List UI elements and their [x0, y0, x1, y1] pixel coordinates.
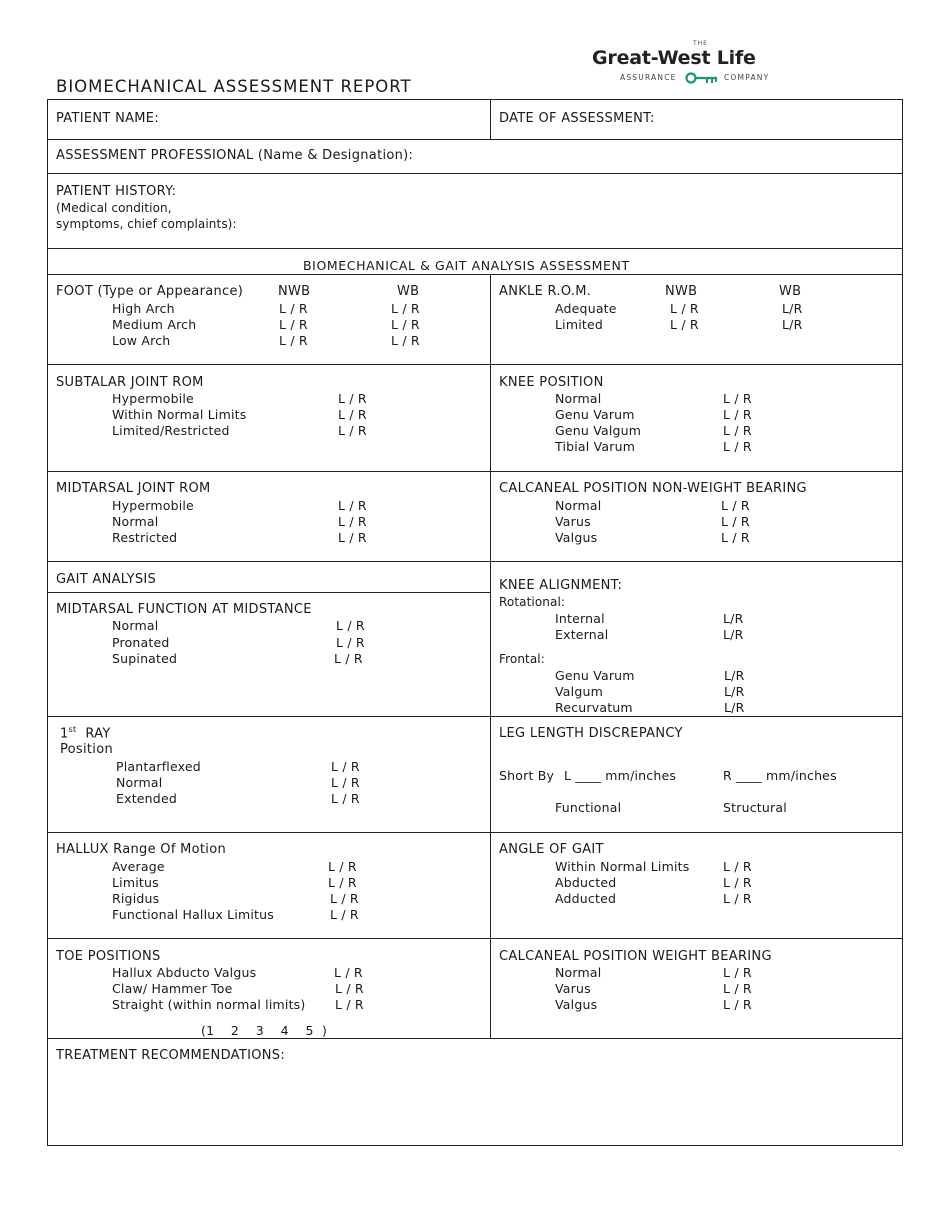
divider: [47, 832, 903, 833]
angle-of-gait-item-value: L / R: [723, 875, 752, 890]
ankle-col-nwb: NWB: [665, 284, 698, 299]
calcaneal-nwb-item-value: L / R: [721, 514, 750, 529]
divider: [47, 173, 903, 174]
subtalar-item-label: Limited/Restricted: [112, 423, 230, 438]
divider: [47, 561, 903, 562]
toe-positions-item-label: Straight (within normal limits): [112, 997, 306, 1012]
subtalar-item-label: Within Normal Limits: [112, 407, 247, 422]
toe-positions-item-label: Hallux Abducto Valgus: [112, 965, 257, 980]
divider: [47, 364, 903, 365]
foot-item-label: High Arch: [112, 301, 175, 316]
foot-item-nwb: L / R: [279, 317, 308, 332]
foot-item-nwb: L / R: [279, 301, 308, 316]
foot-item-label: Low Arch: [112, 333, 171, 348]
toe-positions-title: TOE POSITIONS: [56, 949, 161, 964]
calcaneal-nwb-item-value: L / R: [721, 498, 750, 513]
toe-positions-item-value: L / R: [335, 997, 364, 1012]
ankle-item-nwb: L / R: [670, 317, 699, 332]
knee-position-title: KNEE POSITION: [499, 375, 604, 390]
calcaneal-wb-title: CALCANEAL POSITION WEIGHT BEARING: [499, 949, 772, 964]
divider: [47, 139, 903, 140]
foot-item-label: Medium Arch: [112, 317, 197, 332]
ankle-item-label: Adequate: [555, 301, 617, 316]
knee-alignment-item-value: L/R: [723, 627, 744, 642]
first-ray-word: RAY: [85, 726, 111, 742]
midtarsal-function-item-value: L / R: [334, 651, 363, 666]
ankle-title: ANKLE R.O.M.: [499, 284, 592, 299]
gait-analysis-title: GAIT ANALYSIS: [56, 572, 157, 587]
toe-positions-item-label: Claw/ Hammer Toe: [112, 981, 233, 996]
angle-of-gait-item-label: Adducted: [555, 891, 617, 906]
toe-positions-item-value: L / R: [334, 965, 363, 980]
midtarsal-rom-item-value: L / R: [338, 498, 367, 513]
divider: [47, 592, 490, 593]
knee-position-item-label: Tibial Varum: [555, 439, 636, 454]
logo-the: THE: [693, 40, 708, 47]
calcaneal-wb-item-label: Varus: [555, 981, 591, 996]
first-ray-item-label: Extended: [116, 791, 177, 806]
knee-alignment-rotational: Rotational:: [499, 595, 566, 609]
logo-name: Great-West Life: [592, 47, 756, 69]
calcaneal-wb-item-value: L / R: [723, 981, 752, 996]
key-icon: [685, 71, 719, 85]
first-ray-position: Position: [60, 742, 114, 757]
foot-col-wb: WB: [397, 284, 420, 299]
divider: [490, 99, 491, 139]
subtalar-item-value: L / R: [338, 407, 367, 422]
hallux-item-value: L / R: [330, 907, 359, 922]
midtarsal-function-item-label: Normal: [112, 618, 159, 633]
angle-of-gait-item-value: L / R: [723, 859, 752, 874]
midtarsal-rom-item-value: L / R: [338, 530, 367, 545]
knee-position-item-value: L / R: [723, 423, 752, 438]
foot-col-nwb: NWB: [278, 284, 311, 299]
first-ray-item-value: L / R: [331, 775, 360, 790]
patient-history-label: PATIENT HISTORY:: [56, 184, 177, 199]
hallux-item-label: Rigidus: [112, 891, 160, 906]
midtarsal-function-item-value: L / R: [336, 618, 365, 633]
leg-length-right: R ____ mm/inches: [723, 768, 837, 783]
knee-alignment-item-value: L/R: [724, 684, 745, 699]
foot-title: FOOT (Type or Appearance): [56, 284, 244, 299]
leg-length-short-by: Short By: [499, 768, 555, 783]
section-title: BIOMECHANICAL & GAIT ANALYSIS ASSESSMENT: [303, 258, 630, 273]
foot-item-wb: L / R: [391, 333, 420, 348]
calcaneal-nwb-title: CALCANEAL POSITION NON-WEIGHT BEARING: [499, 481, 807, 496]
calcaneal-wb-item-value: L / R: [723, 965, 752, 980]
calcaneal-wb-item-label: Valgus: [555, 997, 598, 1012]
ankle-item-wb: L/R: [782, 301, 803, 316]
knee-alignment-item-label: Internal: [555, 611, 605, 626]
report-title: BIOMECHANICAL ASSESSMENT REPORT: [56, 77, 412, 96]
calcaneal-nwb-item-label: Normal: [555, 498, 602, 513]
ankle-item-label: Limited: [555, 317, 604, 332]
calcaneal-wb-item-label: Normal: [555, 965, 602, 980]
first-ray-number: 1: [60, 726, 69, 742]
toe-numbers: (1 2 3 4 5 ): [201, 1023, 328, 1038]
hallux-item-value: L / R: [328, 859, 357, 874]
subtalar-item-value: L / R: [338, 423, 367, 438]
first-ray-suffix: st: [68, 725, 77, 734]
divider: [490, 274, 491, 1038]
midtarsal-rom-item-label: Normal: [112, 514, 159, 529]
knee-alignment-item-value: L/R: [724, 668, 745, 683]
knee-alignment-item-value: L/R: [724, 700, 745, 715]
hallux-item-value: L / R: [328, 875, 357, 890]
hallux-item-label: Limitus: [112, 875, 159, 890]
midtarsal-function-item-value: L / R: [336, 635, 365, 650]
leg-length-structural: Structural: [723, 800, 787, 815]
calcaneal-wb-item-value: L / R: [723, 997, 752, 1012]
divider: [47, 471, 903, 472]
knee-position-item-label: Normal: [555, 391, 602, 406]
leg-length-functional: Functional: [555, 800, 622, 815]
ankle-item-nwb: L / R: [670, 301, 699, 316]
midtarsal-rom-item-label: Hypermobile: [112, 498, 194, 513]
divider: [47, 938, 903, 939]
hallux-item-value: L / R: [330, 891, 359, 906]
hallux-title: HALLUX Range Of Motion: [56, 842, 227, 857]
knee-alignment-item-label: Genu Varum: [555, 668, 635, 683]
first-ray-item-value: L / R: [331, 759, 360, 774]
knee-alignment-item-value: L/R: [723, 611, 744, 626]
foot-item-wb: L / R: [391, 301, 420, 316]
knee-position-item-label: Genu Varum: [555, 407, 635, 422]
knee-position-item-label: Genu Valgum: [555, 423, 642, 438]
leg-length-left: L ____ mm/inches: [564, 768, 677, 783]
subtalar-item-value: L / R: [338, 391, 367, 406]
knee-alignment-item-label: Recurvatum: [555, 700, 633, 715]
divider: [47, 1038, 903, 1039]
patient-history-sub: (Medical condition,: [56, 201, 172, 215]
ankle-item-wb: L/R: [782, 317, 803, 332]
leg-length-title: LEG LENGTH DISCREPANCY: [499, 726, 683, 741]
midtarsal-function-item-label: Supinated: [112, 651, 178, 666]
knee-position-item-value: L / R: [723, 391, 752, 406]
first-ray-title: [60, 725, 111, 741]
assessment-professional-label: ASSESSMENT PROFESSIONAL (Name & Designation):: [56, 148, 414, 163]
calcaneal-nwb-item-label: Valgus: [555, 530, 598, 545]
hallux-item-label: Average: [112, 859, 165, 874]
first-ray-item-value: L / R: [331, 791, 360, 806]
logo-assurance: ASSURANCE: [620, 73, 677, 82]
midtarsal-function-title: MIDTARSAL FUNCTION AT MIDSTANCE: [56, 602, 312, 617]
angle-of-gait-title: ANGLE OF GAIT: [499, 842, 604, 857]
knee-position-item-value: L / R: [723, 439, 752, 454]
midtarsal-rom-item-label: Restricted: [112, 530, 178, 545]
angle-of-gait-item-label: Abducted: [555, 875, 617, 890]
toe-positions-item-value: L / R: [335, 981, 364, 996]
subtalar-item-label: Hypermobile: [112, 391, 194, 406]
logo-company: COMPANY: [724, 73, 770, 82]
knee-alignment-frontal: Frontal:: [499, 652, 545, 666]
first-ray-item-label: Normal: [116, 775, 163, 790]
knee-alignment-item-label: Valgum: [555, 684, 603, 699]
ankle-col-wb: WB: [779, 284, 802, 299]
treatment-recommendations-label: TREATMENT RECOMMENDATIONS:: [56, 1048, 285, 1063]
divider: [47, 716, 903, 717]
knee-position-item-value: L / R: [723, 407, 752, 422]
calcaneal-nwb-item-label: Varus: [555, 514, 591, 529]
calcaneal-nwb-item-value: L / R: [721, 530, 750, 545]
midtarsal-rom-item-value: L / R: [338, 514, 367, 529]
angle-of-gait-item-label: Within Normal Limits: [555, 859, 690, 874]
midtarsal-function-item-label: Pronated: [112, 635, 170, 650]
foot-item-nwb: L / R: [279, 333, 308, 348]
knee-alignment-item-label: External: [555, 627, 609, 642]
divider: [47, 248, 903, 249]
patient-history-sub: symptoms, chief complaints):: [56, 217, 237, 231]
angle-of-gait-item-value: L / R: [723, 891, 752, 906]
date-of-assessment-label: DATE OF ASSESSMENT:: [499, 111, 655, 126]
patient-name-label: PATIENT NAME:: [56, 111, 160, 126]
subtalar-title: SUBTALAR JOINT ROM: [56, 375, 204, 390]
divider: [47, 274, 903, 275]
knee-alignment-title: KNEE ALIGNMENT:: [499, 578, 623, 593]
midtarsal-rom-title: MIDTARSAL JOINT ROM: [56, 481, 211, 496]
foot-item-wb: L / R: [391, 317, 420, 332]
hallux-item-label: Functional Hallux Limitus: [112, 907, 274, 922]
first-ray-item-label: Plantarflexed: [116, 759, 201, 774]
